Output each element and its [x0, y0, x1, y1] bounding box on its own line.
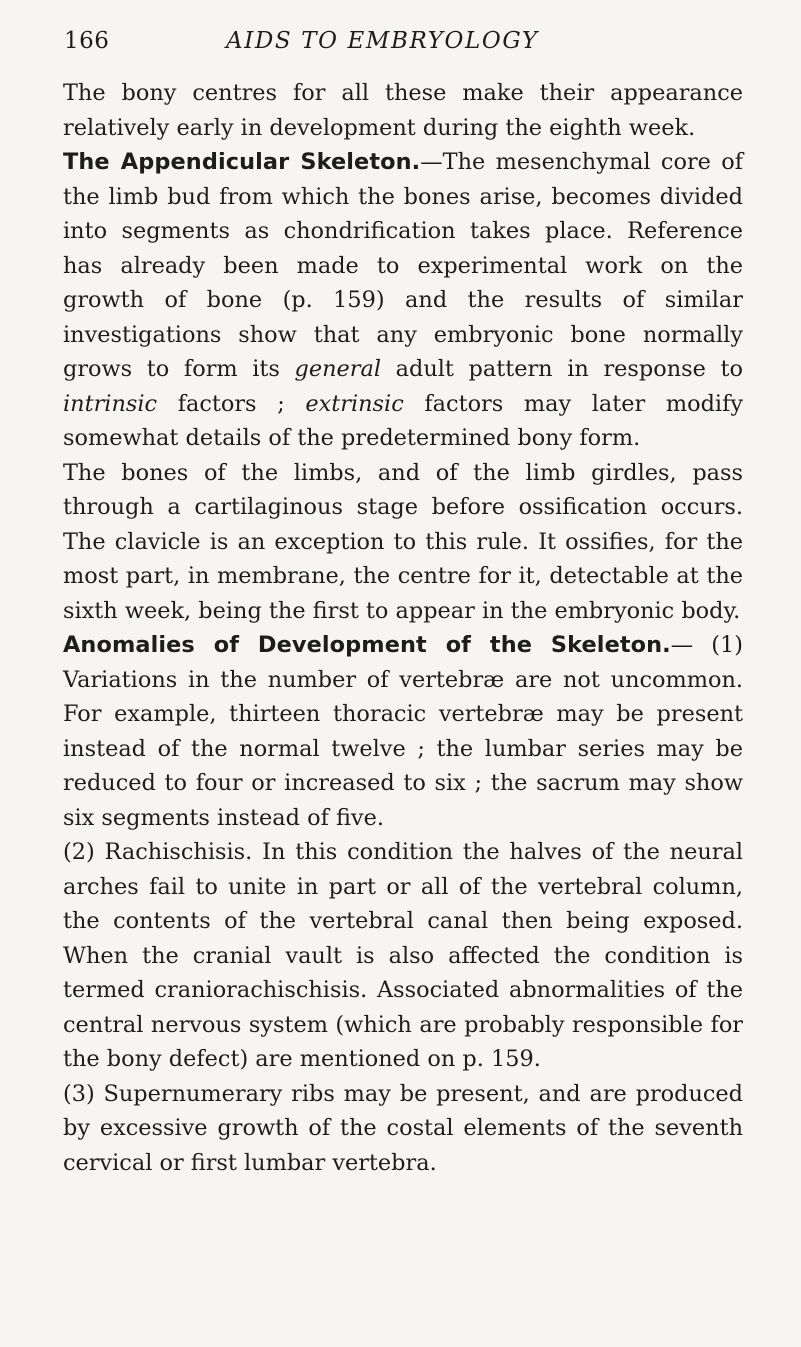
- emphasis-intrinsic: intrinsic: [63, 390, 158, 417]
- running-title: AIDS TO EMBRYOLOGY: [226, 28, 539, 54]
- body-text: [63, 76, 743, 1180]
- paragraph-text: factors ;: [157, 390, 306, 417]
- paragraph-bony-centres: The bony centres for all these make their appearance relatively early in development during the eighth week.: [63, 80, 743, 141]
- emphasis-extrinsic: extrinsic: [305, 390, 404, 417]
- paragraph-limb-bones: The bones of the limbs, and of the limb girdles, pass through a cartilaginous stage before ossification occurs. The clavicle is an exception to this rule. It ossifies, for the most part, in membrane, the centre for it, detectable at the sixth week, being the first to appear in the embryonic body.: [63, 459, 743, 624]
- paragraph-supernumerary-ribs: (3) Supernumerary ribs may be present, and are produced by excessive growth of the costal elements of the seventh cervical or first lumbar vertebra.: [63, 1080, 743, 1176]
- page-number: 166: [64, 28, 110, 54]
- paragraph-rachischisis: (2) Rachischisis. In this condition the halves of the neural arches fail to unite in part or all of the vertebral column, the contents of the vertebral canal then being exposed. When the cranial vault is also affected the condition is termed craniorachischisis. Associated abnormalities of the central nervous system (which are probably responsible for the bony defect) are mentioned on p. 159.: [63, 839, 743, 1072]
- paragraph-text: —The mesenchymal core of the limb bud from which the bones arise, becomes divided into segments as chondrification takes place. Reference has already been made to experimental work on the growth of bone (p. 159) and the results of similar investigations show that any embryonic bone normally grows to form its: [63, 149, 743, 382]
- page-header: [64, 28, 744, 64]
- paragraph-text: — (1) Variations in the number of vertebræ are not uncommon. For example, thirteen thoracic vertebræ may be present instead of the normal twelve ; the lumbar series may be reduced to four or increased to six ; the sacrum may show six segments instead of five.: [63, 632, 743, 831]
- paragraph-text: adult pattern in response to: [381, 356, 743, 382]
- section-heading-appendicular-skeleton: The Appendicular Skeleton.: [63, 149, 421, 175]
- emphasis-general: general: [294, 356, 382, 382]
- paragraph-appendicular-skeleton: [63, 145, 743, 456]
- paragraph-text: factors may later modify somewhat details of the predetermined bony form.: [63, 390, 744, 451]
- section-heading-anomalies: Anomalies of Development of the Skeleton.: [63, 632, 671, 658]
- paragraph-anomalies: [63, 628, 743, 835]
